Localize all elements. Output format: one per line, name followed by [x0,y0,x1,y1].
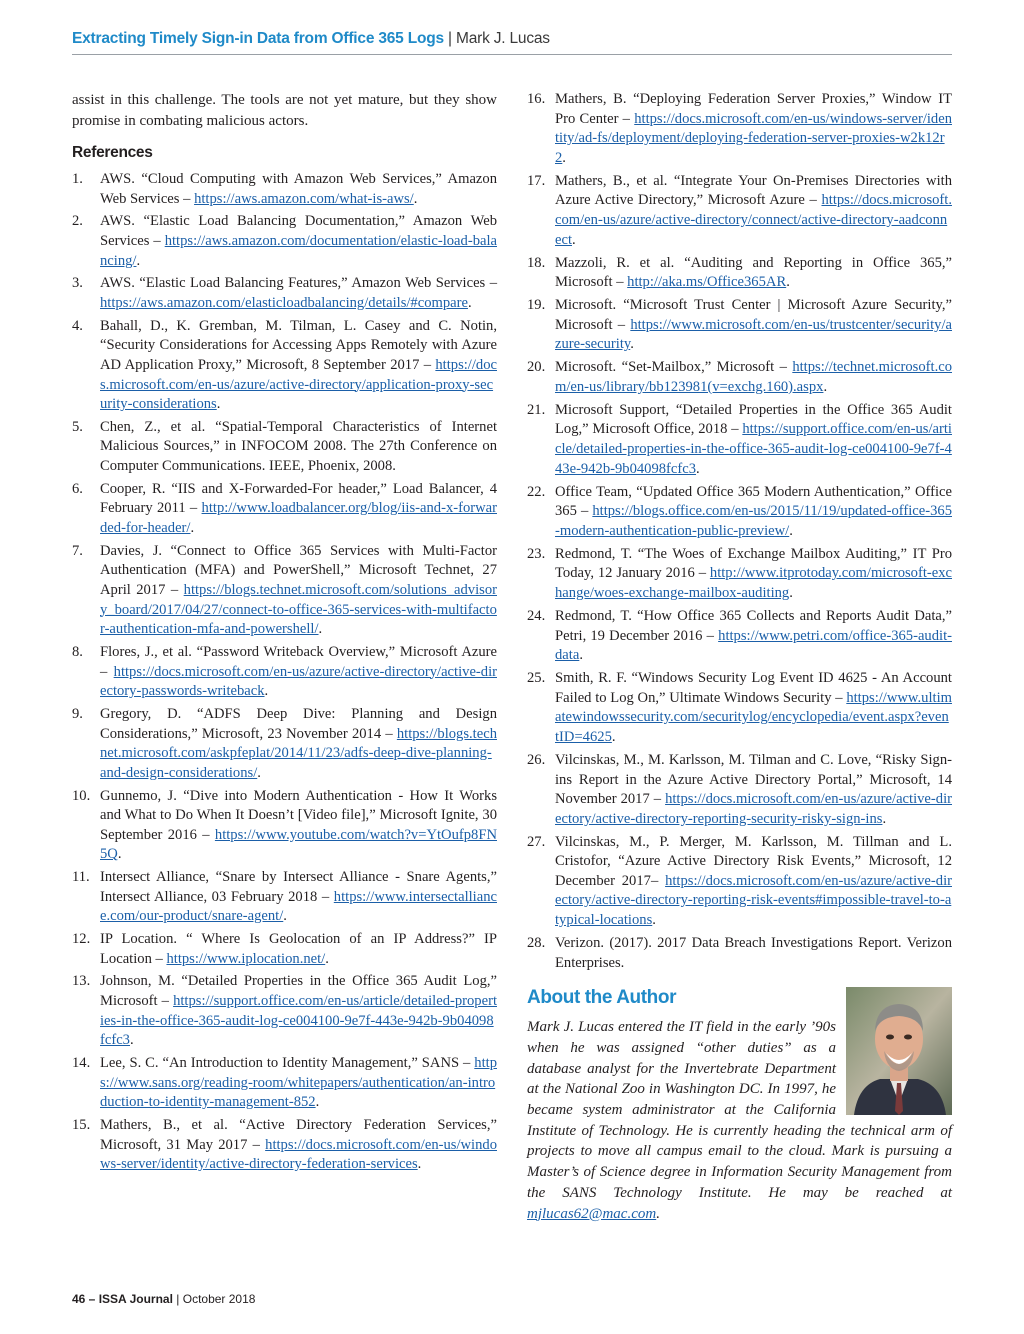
author-email-link[interactable]: mjlucas62@mac.com [527,1205,657,1222]
reference-punctuation: . [257,764,261,781]
reference-text: Bahall, D., K. Gremban, M. Tilman, L. Casey and C. Notin, “Security Considerations for Accessing Apps Remotely with Azure AD Application Proxy,” Microsoft, 8 September 2017 – [100,317,497,373]
reference-text: Redmond, T. “The Woes of Exchange Mailbox Auditing,” IT Pro Today, 12 January 2016 – [555,545,952,582]
reference-link[interactable]: https://www.intersectalliance.com/our-product/snare-agent/ [100,888,497,925]
reference-text: Vilcinskas, M., M. Karlsson, M. Tilman and C. Love, “Risky Sign-ins Report in the Azure Active Directory Portal,” Microsoft, 14 November 2017 – [555,751,952,808]
header-author: Mark J. Lucas [455,30,550,47]
reference-text: Flores, J., et al. “Password Writeback Overview,” Microsoft Azure – [100,643,497,680]
reference-number: 13. [72,973,91,990]
reference-item [527,401,952,479]
reference-text: Intersect Alliance, “Snare by Intersect Alliance - Snare Agents,” Intersect Alliance, 03 February 2018 – [100,869,497,905]
reference-number: 28. [527,935,546,952]
reference-item [527,172,952,250]
reference-text: Chen, Z., et al. “Spatial-Temporal Characteristics of Internet Malicious Sources,” in INFOCOM 2008. The 27th Conference on Computer Communications. IEEE, Phoenix, 2008. [100,418,497,475]
reference-number: 4. [72,317,83,334]
reference-number: 27. [527,833,546,850]
reference-number: 23. [527,545,546,562]
author-photo [846,987,952,1115]
author-bio-end: . [656,1205,660,1222]
header-separator: | [443,30,456,47]
reference-text: Cooper, R. “IIS and X-Forwarded-For header,” Load Balancer, 4 February 2011 – [100,480,497,517]
footer-date: October 2018 [182,1292,256,1306]
reference-link[interactable]: https://support.office.com/en-us/article/detailed-properties-in-the-office-365-audit-log-ce004100-9e7f-443e-942b-9b04098fcfc3 [100,993,497,1049]
left-column [72,90,497,1178]
reference-punctuation: . [136,252,141,269]
reference-text: Gunnemo, J. “Dive into Modern Authentication - How It Works and What to Do When It Doesn’t [Video file],” Microsoft Ignite, 30 September 2016 – [100,787,497,843]
reference-link[interactable]: https://aws.amazon.com/elasticloadbalancing/details/#compare [100,294,468,311]
reference-punctuation: . [572,231,576,248]
reference-text: AWS. “Cloud Computing with Amazon Web Services,” Amazon Web Services – [100,171,497,207]
right-column [527,90,952,1224]
reference-punctuation: . [190,520,195,537]
reference-number: 12. [72,931,91,948]
reference-item [527,483,952,542]
reference-number: 25. [527,670,546,687]
reference-text: AWS. “Elastic Load Balancing Features,” Amazon Web Services – [100,275,497,292]
reference-text: Microsoft. “Set-Mailbox,” Microsoft – [555,359,793,376]
reference-link[interactable]: https://blogs.technet.microsoft.com/askpfeplat/2014/11/23/adfs-deep-dive-planning-and-design-considerations/ [100,725,497,781]
reference-item [72,787,497,865]
reference-item [72,643,497,702]
reference-item [527,669,952,747]
reference-punctuation: . [652,912,656,929]
reference-number: 21. [527,401,546,418]
reference-punctuation: . [413,190,418,207]
reference-link[interactable]: https://docs.microsoft.com/en-us/azure/active-directory/active-directory-passwords-writeback [100,663,497,700]
reference-number: 5. [72,418,83,435]
reference-item [527,90,952,168]
reference-item [72,1054,497,1113]
reference-item [72,170,497,209]
reference-text: Smith, R. F. “Windows Security Log Event ID 4625 - An Account Failed to Log On,” Ultimate Windows Security – [555,670,952,706]
reference-item [72,972,497,1050]
reference-number: 26. [527,751,546,768]
reference-item [72,418,497,477]
article-title: Extracting Timely Sign-in Data from Office 365 Logs [72,30,444,47]
reference-link[interactable]: http://aka.ms/Office365AR [627,274,787,291]
reference-link[interactable]: https://www.microsoft.com/en-us/trustcenter/security/azure-security [555,316,952,353]
reference-text: Lee, S. C. “An Introduction to Identity Management,” SANS – [100,1054,475,1071]
reference-item [72,1116,497,1175]
reference-link[interactable]: https://technet.microsoft.com/en-us/library/bb123981(v=exchg.160).aspx [555,359,952,395]
references-list-left [72,170,497,1175]
reference-punctuation: . [318,621,323,638]
page-footer [72,1292,255,1306]
reference-link[interactable]: https://www.ultimatewindowssecurity.com/securitylog/encyclopedia/event.aspx?eventID=4625 [555,689,952,745]
reference-punctuation: . [789,522,793,539]
reference-link[interactable]: https://docs.microsoft.com/en-us/azure/active-directory/connect/active-directory-aadconnect [555,192,952,248]
reference-item [527,833,952,931]
reference-number: 19. [527,297,546,314]
reference-item [72,317,497,415]
header-rule [72,54,952,55]
reference-number: 8. [72,643,83,660]
reference-item [527,545,952,604]
reference-item [527,751,952,829]
reference-text: Microsoft. “Microsoft Trust Center | Microsoft Azure Security,” Microsoft – [555,297,952,333]
reference-punctuation: . [283,908,287,925]
reference-text: Johnson, M. “Detailed Properties in the Office 365 Audit Log,” Microsoft – [100,973,497,1009]
reference-item [527,296,952,355]
reference-link[interactable]: https://support.office.com/en-us/article/detailed-properties-in-the-office-365-audit-log-ce004100-9e7f-443e-942b-9b04098fcfc3 [555,421,952,477]
reference-link[interactable]: https://www.sans.org/reading-room/whitepapers/authentication/an-introduction-to-identity-management-852 [100,1054,497,1111]
references-heading: References [72,144,153,161]
reference-item [72,212,497,271]
reference-link[interactable]: https://www.petri.com/office-365-audit-data [555,627,952,664]
reference-link[interactable]: https://docs.microsoft.com/en-us/azure/active-directory/application-proxy-security-considerations [100,356,497,413]
reference-number: 14. [72,1054,91,1071]
reference-link[interactable]: https://docs.microsoft.com/en-us/windows-server/identity/ad-fs/deployment/deploying-federation-server-proxies-w2k12r2 [555,110,952,166]
reference-item [527,358,952,397]
reference-number: 1. [72,171,83,187]
reference-number: 20. [527,359,546,376]
reference-text: Office Team, “Updated Office 365 Modern Authentication,” Office 365 – [555,483,952,520]
reference-item [527,934,952,973]
reference-text: IP Location. “ Where Is Geolocation of an IP Address?” IP Location – [100,931,497,967]
reference-text: Gregory, D. “ADFS Deep Dive: Planning and Design Considerations,” Microsoft, 23 November 2014 – [100,705,497,742]
reference-punctuation: . [789,584,793,601]
reference-punctuation: . [630,336,634,353]
reference-link[interactable]: https://docs.microsoft.com/en-us/azure/active-directory/active-directory-reporting-security-risky-sign-ins [555,791,952,827]
reference-punctuation: . [611,728,616,745]
footer-page: 46 – ISSA Journal [72,1292,173,1306]
reference-link[interactable]: https://aws.amazon.com/documentation/elastic-load-balancing/ [100,232,497,269]
reference-item [72,542,497,640]
reference-number: 15. [72,1116,91,1133]
reference-number: 2. [72,213,83,230]
reference-item [527,254,952,293]
reference-punctuation: . [417,1156,422,1173]
reference-link[interactable]: https://www.iplocation.net/ [166,950,326,967]
reference-item [72,480,497,539]
reference-number: 3. [72,275,83,292]
reference-item [72,705,497,783]
reference-punctuation: . [216,396,221,413]
reference-number: 10. [72,787,91,804]
reference-number: 22. [527,483,546,500]
reference-number: 7. [72,542,83,559]
reference-item [527,607,952,666]
reference-text: Mathers, B. “Deploying Federation Server Proxies,” Window IT Pro Center – [555,91,952,127]
reference-item [72,274,497,313]
reference-punctuation: . [264,683,269,700]
author-bio-text: Mark J. Lucas entered the IT field in the early ’90s when he was assigned “other duties” as a database analyst for the Invertebrate Department at the National Zoo in Washington DC. In 1997, he became system administrator at the California Institute of Technology. He is currently heading the technical arm of projects to move all campus email to the cloud. Mark is pursuing a Master’s of Science degree in Information Security Management from the SANS Technology Institute. He may be reached at [527,1019,952,1201]
reference-punctuation: . [315,1094,320,1111]
about-author-heading: About the Author [527,987,677,1009]
reference-text: Redmond, T. “How Office 365 Collects and Reports Audit Data,” Petri, 19 December 2016 – [555,607,952,644]
reference-text: Mathers, B., et al. “Integrate Your On-Premises Directories with Azure Active Directory,” Microsoft Azure – [555,172,952,209]
reference-number: 6. [72,480,83,497]
reference-text: Mazzoli, R. et al. “Auditing and Reporting in Office 365,” Microsoft – [555,254,952,291]
reference-text: Microsoft Support, “Detailed Properties in the Office 365 Audit Log,” Microsoft Office, 2018 – [555,401,952,438]
reference-text: Davies, J. “Connect to Office 365 Services with Multi-Factor Authentication (MFA) and PowerShell,” Microsoft Technet, 27 April 2017 – [100,542,497,598]
reference-number: 9. [72,705,83,722]
reference-link[interactable]: https://docs.microsoft.com/en-us/windows-server/identity/active-directory-federation-services [100,1136,497,1173]
reference-number: 24. [527,607,546,624]
reference-punctuation: . [325,950,329,967]
reference-link[interactable]: https://blogs.technet.microsoft.com/solutions_advisory_board/2017/04/27/connect-to-office-365-services-with-multifactor-authentication-mfa-and-powershell/ [100,582,497,638]
reference-number: 16. [527,91,546,107]
reference-link[interactable]: http://www.itprotoday.com/microsoft-exchange/woes-exchange-mailbox-auditing [555,565,952,601]
reference-link[interactable]: https://www.youtube.com/watch?v=YtOufp8FN5Q [100,826,497,863]
reference-punctuation: . [882,810,887,827]
reference-text: Mathers, B., et al. “Active Directory Federation Services,” Microsoft, 31 May 2017 – [100,1116,497,1153]
reference-punctuation: . [696,460,700,477]
reference-punctuation: . [467,294,472,311]
running-header [72,29,952,49]
reference-punctuation: . [562,149,566,166]
reference-item [72,868,497,927]
reference-punctuation: . [117,846,122,863]
footer-separator: | [172,1292,183,1306]
reference-link[interactable]: https://blogs.office.com/en-us/2015/11/19/updated-office-365-modern-authentication-public-preview/ [555,503,952,539]
reference-text: Vilcinskas, M., P. Merger, M. Karlsson, M. Tillman and L. Cristofor, “Azure Active Directory Risk Events,” Microsoft, 12 December 2017– [555,833,952,889]
reference-text: AWS. “Elastic Load Balancing Documentation,” Amazon Web Services – [100,213,497,249]
reference-text: Verizon. (2017). 2017 Data Breach Investigations Report. Verizon Enterprises. [555,935,952,971]
intro-paragraph: assist in this challenge. The tools are not yet mature, but they show promise in combating malicious actors. [72,92,497,129]
reference-punctuation: . [579,647,583,664]
reference-number: 18. [527,254,546,271]
reference-number: 11. [72,869,90,886]
reference-item [72,930,497,969]
reference-punctuation: . [129,1032,134,1049]
reference-punctuation: . [786,274,790,291]
reference-punctuation: . [823,378,828,395]
reference-link[interactable]: http://www.loadbalancer.org/blog/iis-and-x-forwarded-for-header/ [100,500,497,537]
reference-link[interactable]: https://docs.microsoft.com/en-us/azure/active-directory/active-directory-reporting-risk-events#impossible-travel-to-atypical-locations [555,872,952,929]
references-list-right [527,90,952,973]
reference-link[interactable]: https://aws.amazon.com/what-is-aws/ [194,190,414,207]
reference-number: 17. [527,172,546,189]
